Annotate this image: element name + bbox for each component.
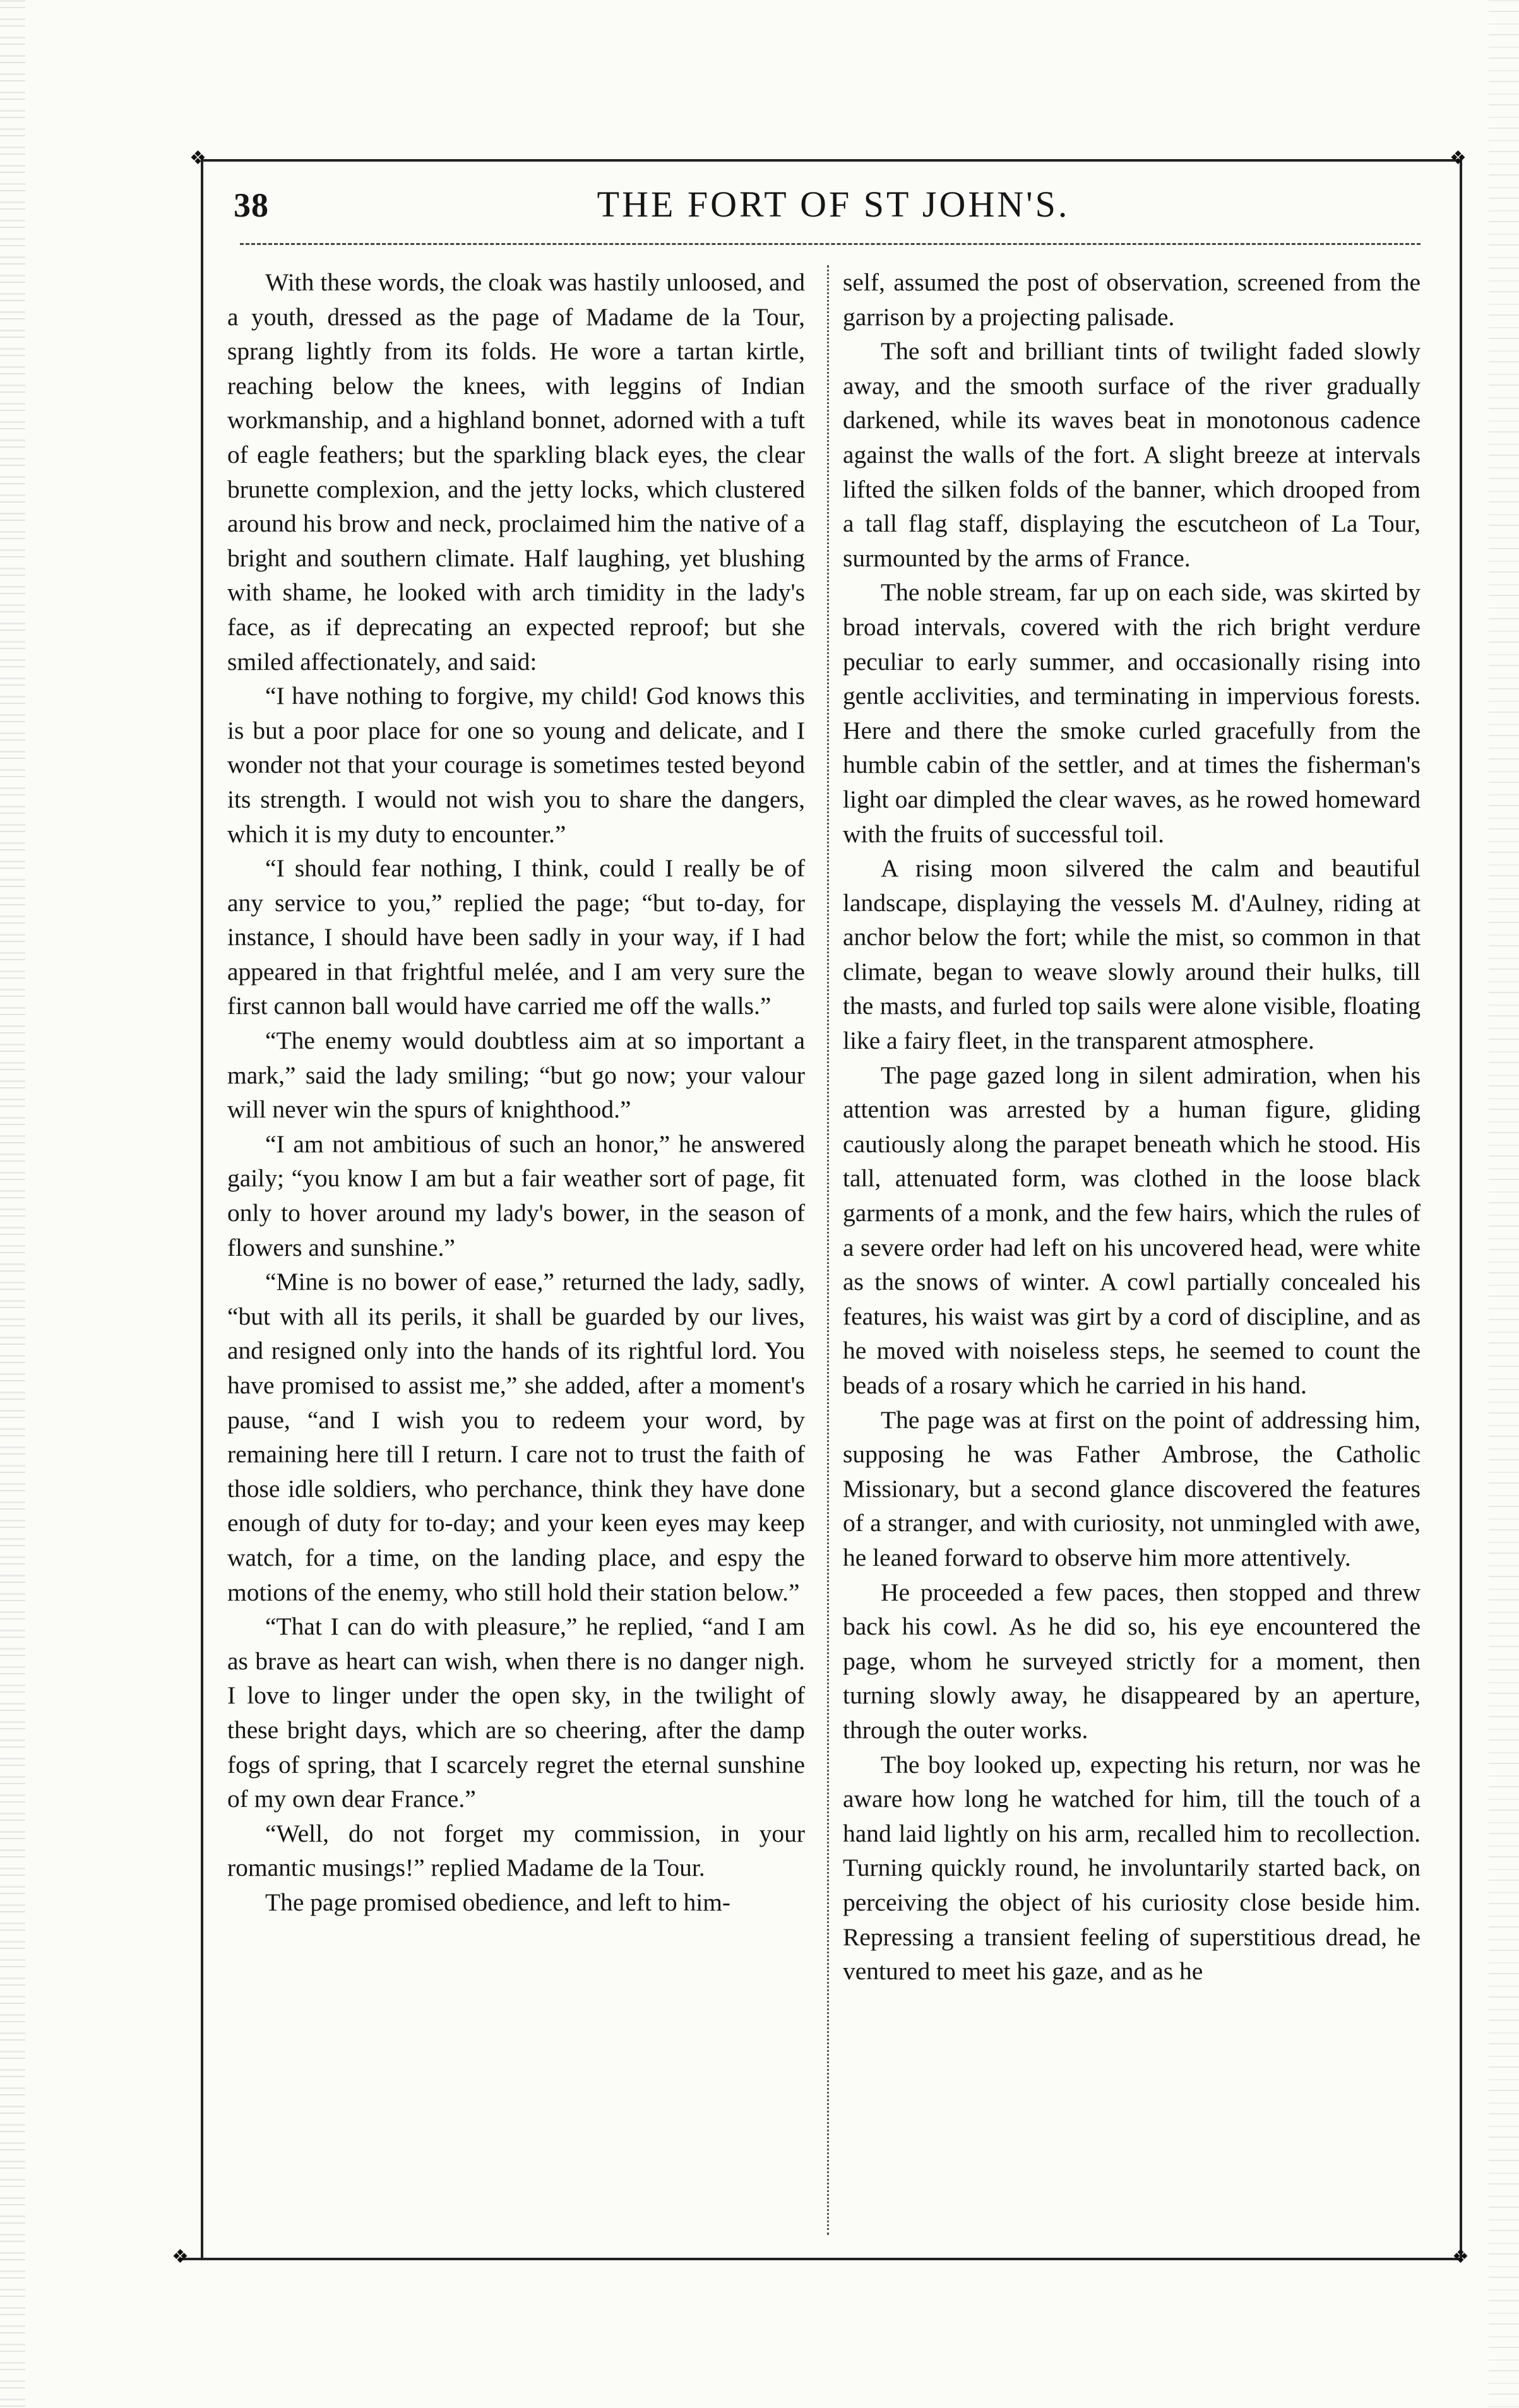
paragraph-continuation: self, assumed the post of observation, screened from the garrison by a projecting palisade. xyxy=(843,268,1421,331)
paragraph: The soft and brilliant tints of twilight faded slowly away, and the smooth surface of the river gradually darkened, while its waves beat in monotonous cadence against the walls of the fort. A slight breeze at intervals lifted the silken folds of the banner, which drooped from a tall flag staff, displaying the escutcheon of La Tour, surmounted by the arms of France. xyxy=(843,337,1421,572)
paragraph: He proceeded a few paces, then stopped and threw back his cowl. As he did so, his eye encountered the page, whom he surveyed strictly for a moment, then turning slowly away, he disappeared by an aperture, through the outer works. xyxy=(843,1578,1421,1744)
paragraph: The boy looked up, expecting his return, nor was he aware how long he watched for him, till the touch of a hand laid lightly on his arm, recalled him to recollection. Turning quickly round, he involuntarily started back, on perceiving the object of his curiosity close beside him. Repressing a transient feeling of superstitious dread, he ventured to meet his gaze, and as he xyxy=(843,1750,1421,1986)
scan-margin-left xyxy=(0,0,25,2408)
paragraph: “I have nothing to forgive, my child! God knows this is but a poor place for one so young and delicate, and I wonder not that your courage is sometimes tested beyond its strength. I would not wish you to share the dangers, which it is my duty to encounter.” xyxy=(227,682,805,848)
paragraph: “Well, do not forget my commission, in your romantic musings!” replied Madame de la Tour. xyxy=(227,1819,805,1882)
paragraph: The page was at first on the point of addressing him, supposing he was Father Ambrose, the Catholic Missionary, but a second glance discovered the features of a stranger, and with curiosity, not unmingled with awe, he leaned forward to observe him more attentively. xyxy=(843,1405,1421,1571)
paragraph: “The enemy would doubtless aim at so important a mark,” said the lady smiling; “but go now; your valour will never win the spurs of knighthood.” xyxy=(227,1027,805,1124)
running-title: THE FORT OF ST JOHN'S. xyxy=(597,184,1070,225)
top-rule xyxy=(201,159,1460,162)
ornament-bottom-left-icon: ❖ xyxy=(172,2246,189,2268)
ornament-top-left-icon: ❖ xyxy=(189,147,206,169)
paragraph: “I am not ambitious of such an honor,” he answered gaily; “you know I am but a fair weather sort of page, fit only to hover around my lady's bower, in the season of flowers and sunshine.” xyxy=(227,1129,805,1261)
bottom-rule xyxy=(181,2258,1462,2260)
paragraph: “That I can do with pleasure,” he replied, “and I am as brave as heart can wish, when there is no danger nigh. I love to linger under the open sky, in the twilight of these bright days, which are so cheering, after the damp fogs of spring, that I scarcely regret the eternal sunshine of my own dear France.” xyxy=(227,1612,805,1813)
paragraph: A rising moon silvered the calm and beautiful landscape, displaying the vessels M. d'Aulney, riding at anchor below the fort; while the mist, so common in that climate, began to weave slowly around their hulks, till the masts, and furled top sails were alone visible, floating like a fairy fleet, in the transparent atmosphere. xyxy=(843,854,1421,1055)
page-number: 38 xyxy=(234,186,269,224)
paragraph: The page promised obedience, and left to him- xyxy=(265,1888,731,1916)
ornament-bottom-right-icon: ❖ xyxy=(1452,2246,1469,2268)
left-column xyxy=(227,265,805,2241)
paragraph: “I should fear nothing, I think, could I really be of any service to you,” replied the page; “but to-day, for instance, I should have been sadly in your way, if I had appeared in that frightful melée, and I am very sure the first cannon ball would have carried me off the walls.” xyxy=(227,854,805,1020)
paragraph: “Mine is no bower of ease,” returned the lady, sadly, “but with all its perils, it shall be guarded by our lives, and resigned only into the hands of its rightful lord. You have promised to assist me,” she added, after a moment's pause, “and I wish you to redeem your word, by remaining here till I return. I care not to trust the faith of those idle soldiers, who perchance, think they have done enough of duty for to-day; and your keen eyes may keep watch, for a time, on the landing place, and espy the motions of the enemy, who still hold their station below.” xyxy=(227,1268,805,1606)
scan-margin-right xyxy=(1489,0,1519,2408)
paragraph: The noble stream, far up on each side, was skirted by broad intervals, covered with the rich bright verdure peculiar to early summer, and occasionally rising into gentle acclivities, and terminating in impervious forests. Here and there the smoke curled gracefully from the humble cabin of the settler, and at times the fisherman's light oar dimpled the clear waves, as he rowed homeward with the fruits of successful toil. xyxy=(843,578,1421,848)
header-rule xyxy=(240,243,1421,245)
page-header xyxy=(234,183,1433,234)
right-column xyxy=(843,265,1421,2241)
column-divider xyxy=(827,265,829,2235)
paragraph: With these words, the cloak was hastily unloosed, and a youth, dressed as the page of Madame de la Tour, sprang lightly from its folds. He wore a tartan kirtle, reaching below the knees, with leggins of Indian workmanship, and a highland bonnet, adorned with a tuft of eagle feathers; but the sparkling black eyes, the clear brunette complexion, and the jetty locks, which clustered around his brow and neck, proclaimed him the native of a bright and southern climate. Half laughing, yet blushing with shame, he looked with arch timidity in the lady's face, as if deprecating an expected reproof; but she smiled affectionately, and said: xyxy=(227,268,805,676)
ornament-top-right-icon: ❖ xyxy=(1450,147,1467,169)
paragraph: The page gazed long in silent admiration, when his attention was arrested by a human figure, gliding cautiously along the parapet beneath which he stood. His tall, attenuated form, was clothed in the loose black garments of a monk, and the few hairs, which the rules of a severe order had left on his uncovered head, were white as the snows of winter. A cowl partially concealed his features, his waist was girt by a cord of discipline, and as he moved with noiseless steps, he seemed to count the beads of a rosary which he carried in his hand. xyxy=(843,1061,1421,1399)
